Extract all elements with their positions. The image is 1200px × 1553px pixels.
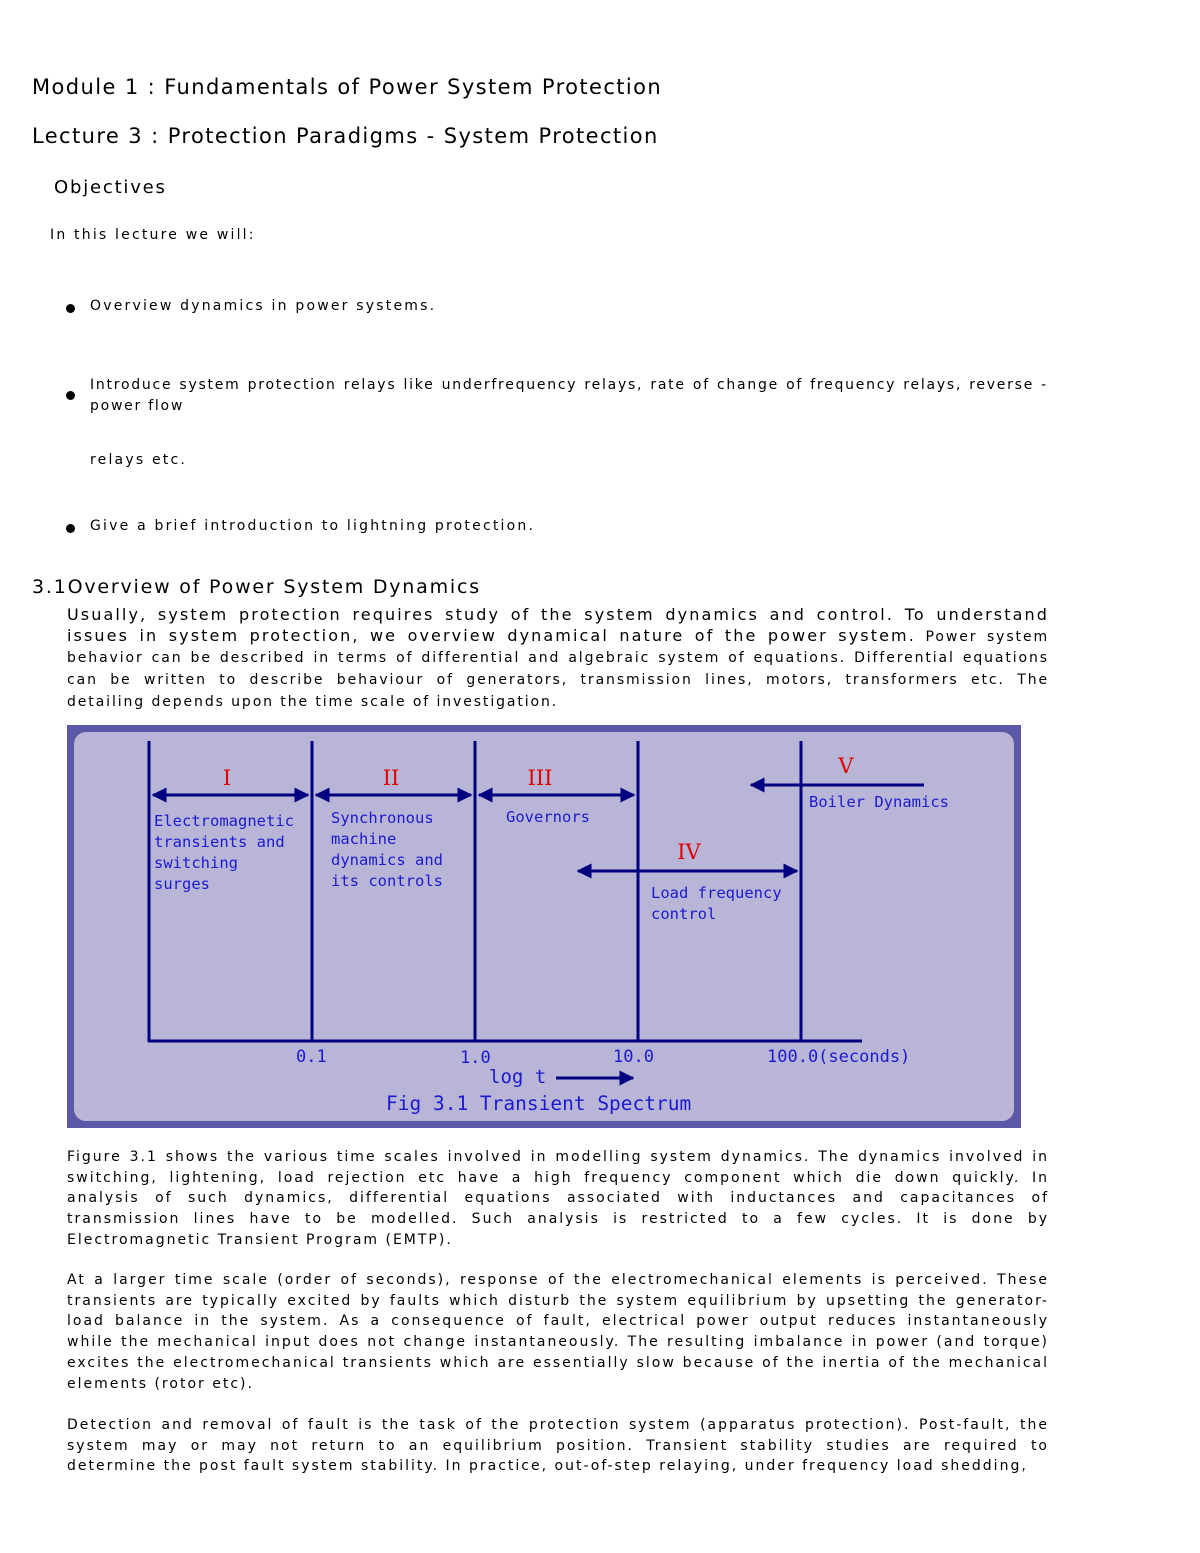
- bullet-icon: [66, 524, 75, 533]
- section-heading: 3.1Overview of Power System Dynamics: [32, 576, 481, 598]
- objective-item-continuation: relays etc.: [90, 452, 188, 468]
- overview-rest: Power system behavior can be described in terms of differential and algebraic system of equations. Differential equations can be written to describe behaviour of generators, transmission lines, motors, transformers etc. The detailing depends upon the time scale of investigation.: [67, 628, 1049, 710]
- overview-lead: Usually, system protection requires study of the system dynamics and control. To understand issues in system protection, we overview dynamical nature of the power system.: [67, 605, 1049, 645]
- objective-item-text: Give a brief introduction to lightning protection.: [90, 518, 536, 534]
- paragraph: Figure 3.1 shows the various time scales involved in modelling system dynamics. The dynamics involved in switching, lightening, load rejection etc have a high frequency component which die down quickly. In analysis of such dynamics, differential equations associated with inductances and capacitances of transmission lines have to be modelled. Such analysis is restricted to a few cycles. It is done by Electromagnetic Transient Program (EMTP).: [67, 1149, 1049, 1248]
- numeral-III: III: [527, 766, 553, 790]
- region-5-label: Boiler Dynamics: [809, 793, 949, 811]
- figure-caption: Fig 3.1 Transient Spectrum: [386, 1092, 692, 1115]
- transient-spectrum-figure: [67, 725, 1021, 1128]
- numeral-V: V: [838, 754, 854, 778]
- tick-label: 10.0: [613, 1047, 654, 1067]
- module-title: Module 1 : Fundamentals of Power System Protection: [32, 75, 663, 99]
- objective-item-text: Introduce system protection relays like underfrequency relays, rate of change of frequency relays, reverse - power flow: [90, 377, 1048, 414]
- numeral-IV: IV: [677, 840, 701, 864]
- paragraph: At a larger time scale (order of seconds), response of the electromechanical elements is perceived. These transients are typically excited by faults which disturb the system equilibrium by upsetting the generator-load balance in the system. As a consequence of fault, electrical power output reduces instantaneously while the mechanical input does not change instantaneously. The resulting imbalance in power (and torque) excites the electromechanical transients which are essentially slow because of the inertia of the mechanical elements (rotor etc).: [67, 1272, 1049, 1392]
- paragraph: Detection and removal of fault is the task of the protection system (apparatus protection). Post-fault, the system may or may not return to an equilibrium position. Transient stability studies are required to determine the post fault system stability. In practice, out-of-step relaying, under frequency load shedding,: [67, 1417, 1049, 1475]
- objective-item-text: Overview dynamics in power systems.: [90, 298, 437, 314]
- bullet-icon: [66, 304, 75, 313]
- lecture-title: Lecture 3 : Protection Paradigms - System Protection: [32, 124, 659, 148]
- tick-label: 0.1: [296, 1047, 327, 1067]
- region-2-label: Synchronous machine dynamics and its controls: [331, 809, 443, 890]
- region-1-label: Electromagnetic transients and switching surges: [154, 812, 294, 893]
- region-4-label: Load frequency control: [651, 884, 782, 923]
- numeral-I: I: [222, 766, 232, 790]
- objectives-heading: Objectives: [54, 177, 167, 198]
- objectives-intro: In this lecture we will:: [50, 227, 256, 243]
- numeral-II: II: [382, 766, 400, 790]
- bullet-icon: [66, 391, 75, 400]
- overview-paragraph: [67, 605, 1049, 713]
- axis-label: log t: [489, 1066, 547, 1088]
- region-3-label: Governors: [506, 808, 590, 826]
- tick-label: 1.0: [460, 1048, 491, 1068]
- tick-label: 100.0(seconds): [767, 1047, 911, 1067]
